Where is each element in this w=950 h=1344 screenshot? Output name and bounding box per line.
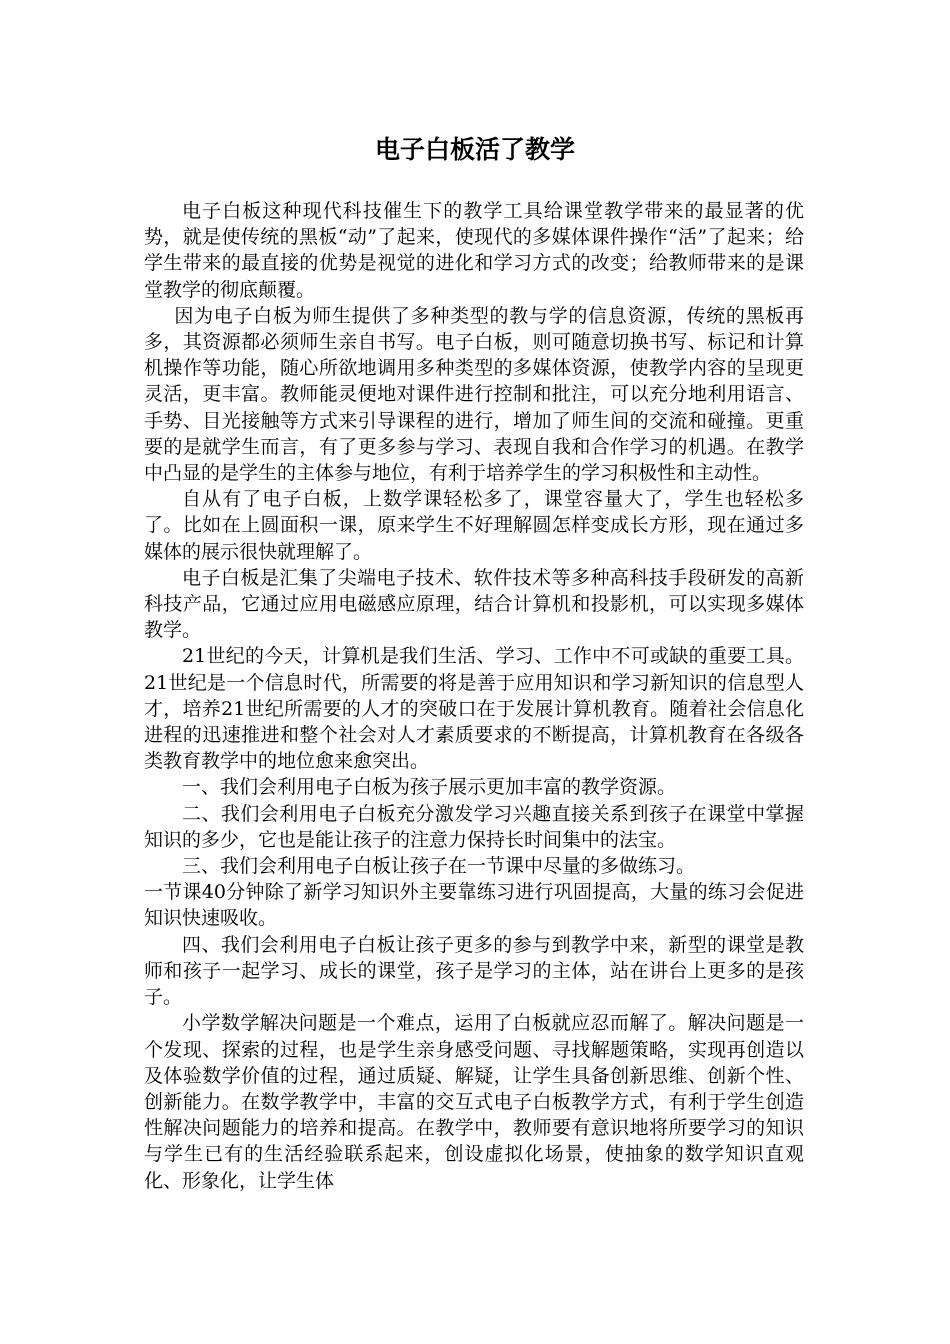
paragraph-point-three: 三、我们会利用电子白板让孩子在一节课中尽量的多做练习。	[182, 855, 696, 878]
paragraph-resources: 因为电子白板为师生提供了多种类型的教与学的信息资源，传统的黑板再多，其资源都必须师生亲自书写。电子白板，则可随意切换书写、标记和计算机操作等功能，随心所欲地调用多种类型的多媒体资源，使教学内容的呈现更灵活，更丰富。教师能灵便地对课件进行控制和批注，可以充分地利用语言、手势、目光接触等方式来引导课程的进行，增加了师生间的交流和碰撞。更重要的是就学生而言，有了更多参与学习、表现自我和合作学习的机遇。在教学中凸显的是学生的主体参与地位，有利于培养学生的学习积极性和主动性。	[144, 304, 804, 485]
document-title: 电子白板活了教学	[374, 135, 575, 164]
paragraph-problem-solving: 小学数学解决问题是一个难点，运用了白板就应忍而解了。解决问题是一个发现、探索的过程，也是学生亲身感受问题、寻找解题策略，实现再创造以及体验数学价值的过程，通过质疑、解疑，让学生具备创新思维、创新个性、创新能力。在数学教学中，丰富的交互式电子白板教学方式，有利于学生创造性解决问题能力的培养和提高。在教学中，教师要有意识地将所要学习的知识与学生已有的生活经验联系起来，创设虚拟化场景，使抽象的数学知识直观化、形象化，让学生体	[144, 1012, 804, 1192]
paragraph-intro: 电子白板这种现代科技催生下的教学工具给课堂教学带来的最显著的优势，就是使传统的黑板“动”了起来，使现代的多媒体课件操作“活”了起来；给学生带来的最直接的优势是视觉的进化和学习方式的改变；给教师带来的是课堂教学的彻底颠覆。	[144, 200, 804, 301]
paragraph-point-one: 一、我们会利用电子白板为孩子展示更加丰富的教学资源。	[182, 776, 677, 799]
document-body	[144, 198, 804, 1194]
paragraph-21st-century: 21世纪的今天，计算机是我们生活、学习、工作中不可或缺的重要工具。21世纪是一个信息时代，所需要的将是善于应用知识和学习新知识的信息型人才，培养21世纪所需要的人才的突破口在于发展计算机教育。随着社会信息化进程的迅速推进和整个社会对人才素质要求的不断提高，计算机教育在各级各类教育教学中的地位愈来愈突出。	[144, 645, 804, 773]
paragraph-math-class: 自从有了电子白板，上数学课轻松多了，课堂容量大了，学生也轻松多了。比如在上圆面积一课，原来学生不好理解圆怎样变成长方形，现在通过多媒体的展示很快就理解了。	[144, 488, 804, 563]
paragraph-practice: 一节课40分钟除了新学习知识外主要靠练习进行巩固提高，大量的练习会促进知识快速吸收。	[144, 881, 804, 930]
paragraph-point-two: 二、我们会利用电子白板充分激发学习兴趣直接关系到孩子在课堂中掌握知识的多少，它也是能让孩子的注意力保持长时间集中的法宝。	[144, 802, 804, 851]
paragraph-definition: 电子白板是汇集了尖端电子技术、软件技术等多种高科技手段研发的高新科技产品，它通过应用电磁感应原理，结合计算机和投影机，可以实现多媒体教学。	[144, 566, 804, 642]
paragraph-point-four: 四、我们会利用电子白板让孩子更多的参与到教学中来，新型的课堂是教师和孩子一起学习、成长的课堂，孩子是学习的主体，站在讲台上更多的是孩子。	[144, 933, 804, 1009]
